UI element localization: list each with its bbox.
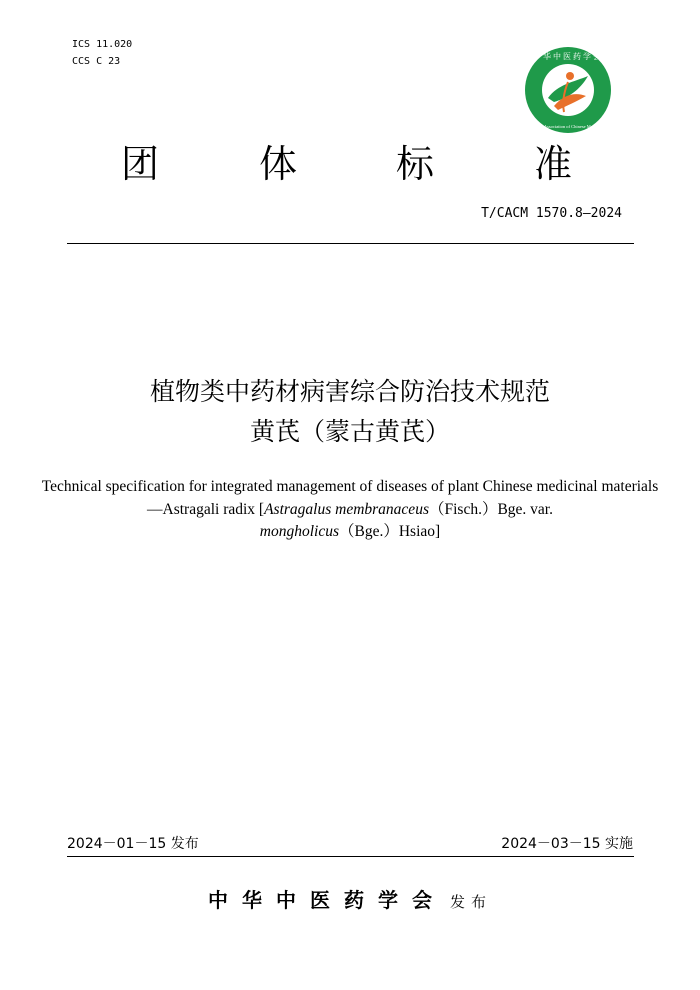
english-title-text: （Bge.）Hsiao]	[339, 523, 441, 540]
classification-codes	[72, 36, 132, 70]
ics-code: ICS 11.020	[72, 39, 133, 50]
english-title-text: Technical specification for integrated management of diseases of plant Chinese medicinal materials—Astragali radix [	[41, 478, 659, 518]
standard-type-char: 体	[259, 142, 298, 186]
association-logo	[524, 46, 612, 134]
standard-type-title	[0, 140, 700, 188]
publisher-line	[0, 884, 700, 913]
divider-bottom	[67, 856, 634, 857]
standard-type-char: 团	[121, 142, 160, 186]
english-title-text: （Fisch.）Bge. var.	[428, 500, 553, 518]
english-title	[40, 476, 660, 544]
chinese-title-line1: 植物类中药材病害综合防治技术规范	[149, 377, 550, 406]
chinese-title-line2: 黄芪（蒙古黄芪）	[249, 417, 450, 446]
divider-top	[67, 243, 634, 244]
english-title-italic: Astragalus membranaceus	[264, 500, 429, 518]
issue-date: 2024－01－15 发布	[67, 836, 199, 852]
publish-action: 发布	[449, 893, 492, 911]
svg-text:中华中医药学会: 中华中医药学会	[533, 52, 603, 61]
standard-type-char: 准	[534, 142, 573, 186]
standard-number: T/CACM 1570.8—2024	[481, 206, 622, 221]
publisher-name: 中华中医药学会	[207, 888, 446, 912]
ccs-code: CCS C 23	[72, 56, 121, 67]
implementation-date: 2024－03－15 实施	[501, 836, 633, 852]
english-title-italic: mongholicus	[259, 523, 340, 540]
standard-type-char: 标	[396, 142, 435, 186]
svg-text:China Association of Chinese M: China Association of Chinese Medicine	[532, 124, 604, 129]
